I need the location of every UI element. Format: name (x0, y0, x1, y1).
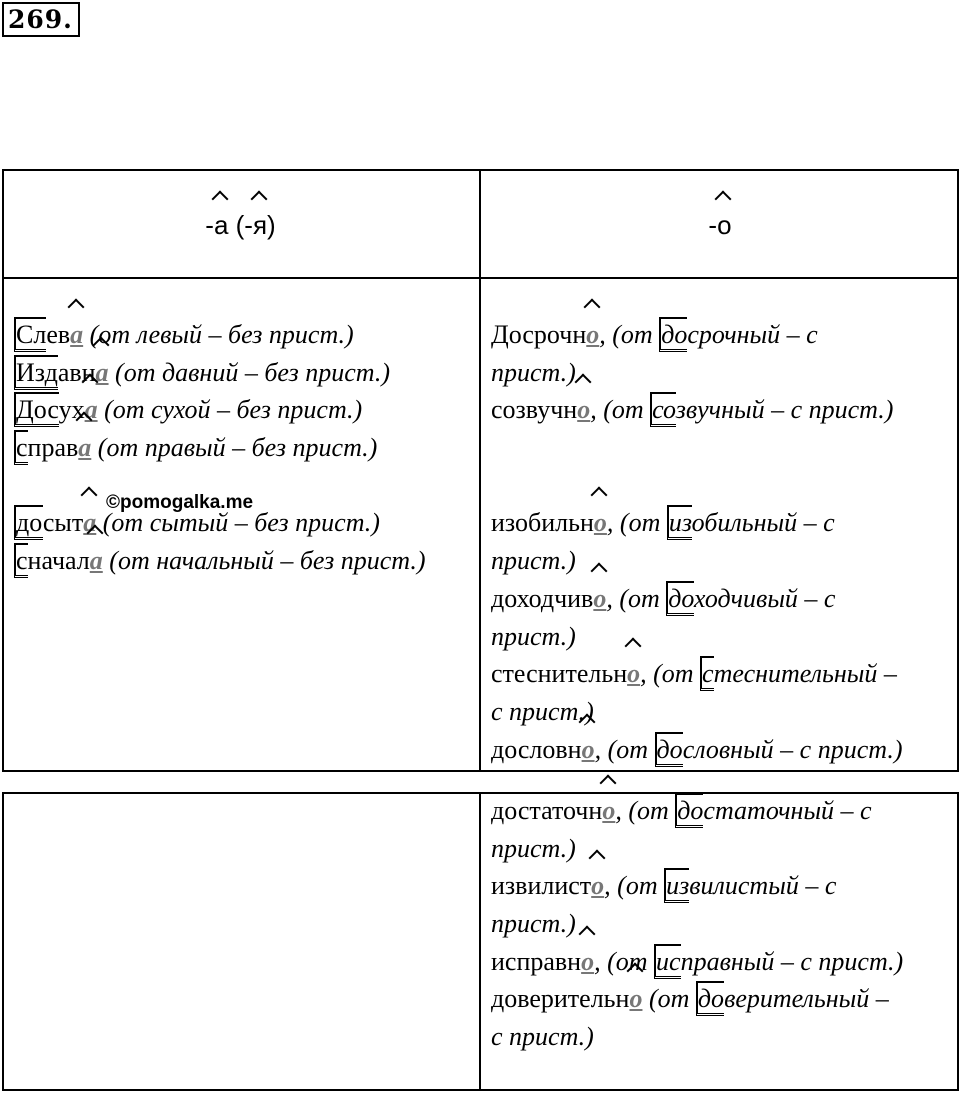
word-note: прист.) (491, 833, 576, 863)
header-ending-ya: я (253, 210, 267, 240)
list-item (491, 905, 903, 943)
word-note: обильный – с (691, 508, 835, 538)
word-note: , (от (606, 508, 667, 538)
prefix-mark: из (667, 505, 692, 540)
prefix-mark: Дос (14, 392, 59, 427)
word-note: словный – с прист.) (682, 734, 903, 764)
word-note: прист.) (491, 621, 576, 651)
list-item (14, 542, 426, 580)
prefix-mark: с (14, 543, 28, 578)
list-item (491, 316, 903, 354)
word-stem: исправн (491, 946, 582, 976)
word-note: срочный – с (687, 320, 818, 349)
word-note: , (от (590, 395, 651, 425)
word-note: (от правый – без прист.) (91, 433, 378, 463)
word-stem: дословн (491, 734, 582, 764)
word-note: , (от (594, 946, 655, 976)
word-note: прист.) (491, 909, 576, 939)
word-note: вилистый – с (689, 871, 837, 901)
word-note: прист.) (491, 546, 576, 576)
word-ending: о (582, 735, 595, 764)
list-item (491, 693, 903, 731)
word-stem: ев (46, 320, 71, 349)
word-note: , (от (594, 734, 655, 764)
word-note: прист.) (491, 357, 576, 387)
list-item (14, 429, 426, 467)
prefix-mark: со (650, 392, 676, 427)
header-ending-a: а (214, 210, 228, 240)
prefix-mark: до (14, 505, 43, 540)
word-stem: стеснительн (491, 659, 628, 689)
exercise-number: 269. (2, 2, 80, 37)
list-item (14, 391, 426, 429)
prefix-mark: до (675, 793, 703, 828)
prefix-mark: Изд (14, 355, 58, 390)
word-stem: доходчив (491, 583, 594, 613)
list-item (491, 1018, 903, 1056)
list-item (491, 830, 903, 868)
word-ending: а (78, 433, 91, 462)
word-stem: Досрочн (491, 320, 587, 349)
prefix-mark: Сл (14, 317, 46, 352)
word-ending: о (577, 395, 590, 424)
prefix-mark: из (664, 868, 689, 903)
word-note: звучный – с прист.) (675, 395, 894, 425)
word-ending: о (586, 320, 599, 349)
list-item (491, 391, 903, 429)
prefix-mark: до (696, 981, 724, 1016)
prefix-mark: ис (654, 944, 681, 979)
word-note: (от сытый – без прист.) (96, 508, 380, 538)
word-note: верительный – (724, 984, 889, 1014)
word-stem: доверительн (491, 984, 630, 1014)
word-stem: созвучн (491, 395, 578, 425)
list-item (491, 542, 903, 580)
word-note: (от левый – без прист.) (83, 320, 354, 349)
word-ending: о (593, 584, 606, 613)
word-ending: а (96, 358, 109, 387)
table-header-separator (2, 277, 959, 279)
word-stem: изобильн (491, 508, 594, 538)
right-column-top (491, 316, 903, 768)
word-note: , (от (615, 796, 676, 825)
list-item (491, 867, 903, 905)
word-ending: а (70, 320, 83, 349)
header-left: -а (-я ) (2, 205, 479, 245)
list-item (14, 354, 426, 392)
list-item (491, 354, 903, 392)
word-note: ходчивый – с (693, 583, 836, 613)
word-ending: о (629, 984, 642, 1013)
word-note: статочный – с (703, 796, 872, 825)
word-ending: а (90, 546, 103, 575)
word-note: , (от (606, 583, 667, 613)
prefix-mark: до (666, 581, 694, 616)
word-note: , (от (599, 320, 660, 349)
prefix-mark: с (14, 430, 28, 465)
word-note: (от давний – без прист.) (108, 357, 391, 387)
list-item (491, 655, 903, 693)
left-column (14, 316, 426, 580)
word-stem: извилист (491, 871, 592, 901)
prefix-mark: до (659, 317, 687, 352)
spacer (491, 429, 903, 467)
list-item (14, 316, 426, 354)
list-item (491, 580, 903, 618)
list-item (491, 943, 903, 981)
watermark: ©pomogalka.me (106, 492, 254, 513)
table-lower-divider (479, 792, 481, 1091)
header-right: -о (481, 205, 959, 245)
word-stem: сыт (42, 508, 84, 538)
list-item (491, 731, 903, 769)
word-stem: авн (57, 357, 96, 387)
word-note: , (от (640, 659, 701, 689)
prefix-mark: с (700, 656, 714, 691)
word-stem: достаточн (491, 796, 603, 825)
word-stem: начал (27, 546, 90, 576)
list-item (491, 504, 903, 542)
word-note: , (от (604, 871, 665, 901)
word-ending: о (581, 947, 594, 976)
word-ending: о (602, 796, 615, 825)
list-item (491, 792, 903, 830)
word-note: с прист.) (491, 1022, 594, 1052)
word-stem: ух (58, 395, 85, 425)
word-note: теснительный – (713, 659, 897, 689)
word-ending: о (591, 871, 604, 900)
word-ending: а (85, 395, 98, 424)
table-upper-divider (479, 169, 481, 772)
word-ending: о (594, 508, 607, 537)
word-note: с прист.) (491, 696, 594, 726)
prefix-mark: до (655, 732, 683, 767)
word-ending: о (627, 659, 640, 688)
word-note: (от сухой – без прист.) (97, 395, 363, 425)
word-note: (от (642, 984, 696, 1014)
word-note: (от начальный – без прист.) (102, 546, 426, 576)
word-stem: прав (27, 433, 79, 463)
right-column-bottom (491, 792, 903, 1056)
list-item (491, 618, 903, 656)
word-ending: а (83, 508, 96, 537)
spacer (491, 467, 903, 505)
ending-mark-icon (599, 775, 616, 792)
list-item (491, 980, 903, 1018)
header-ending-o: о (717, 210, 731, 240)
word-note: правный – с прист.) (680, 946, 904, 976)
